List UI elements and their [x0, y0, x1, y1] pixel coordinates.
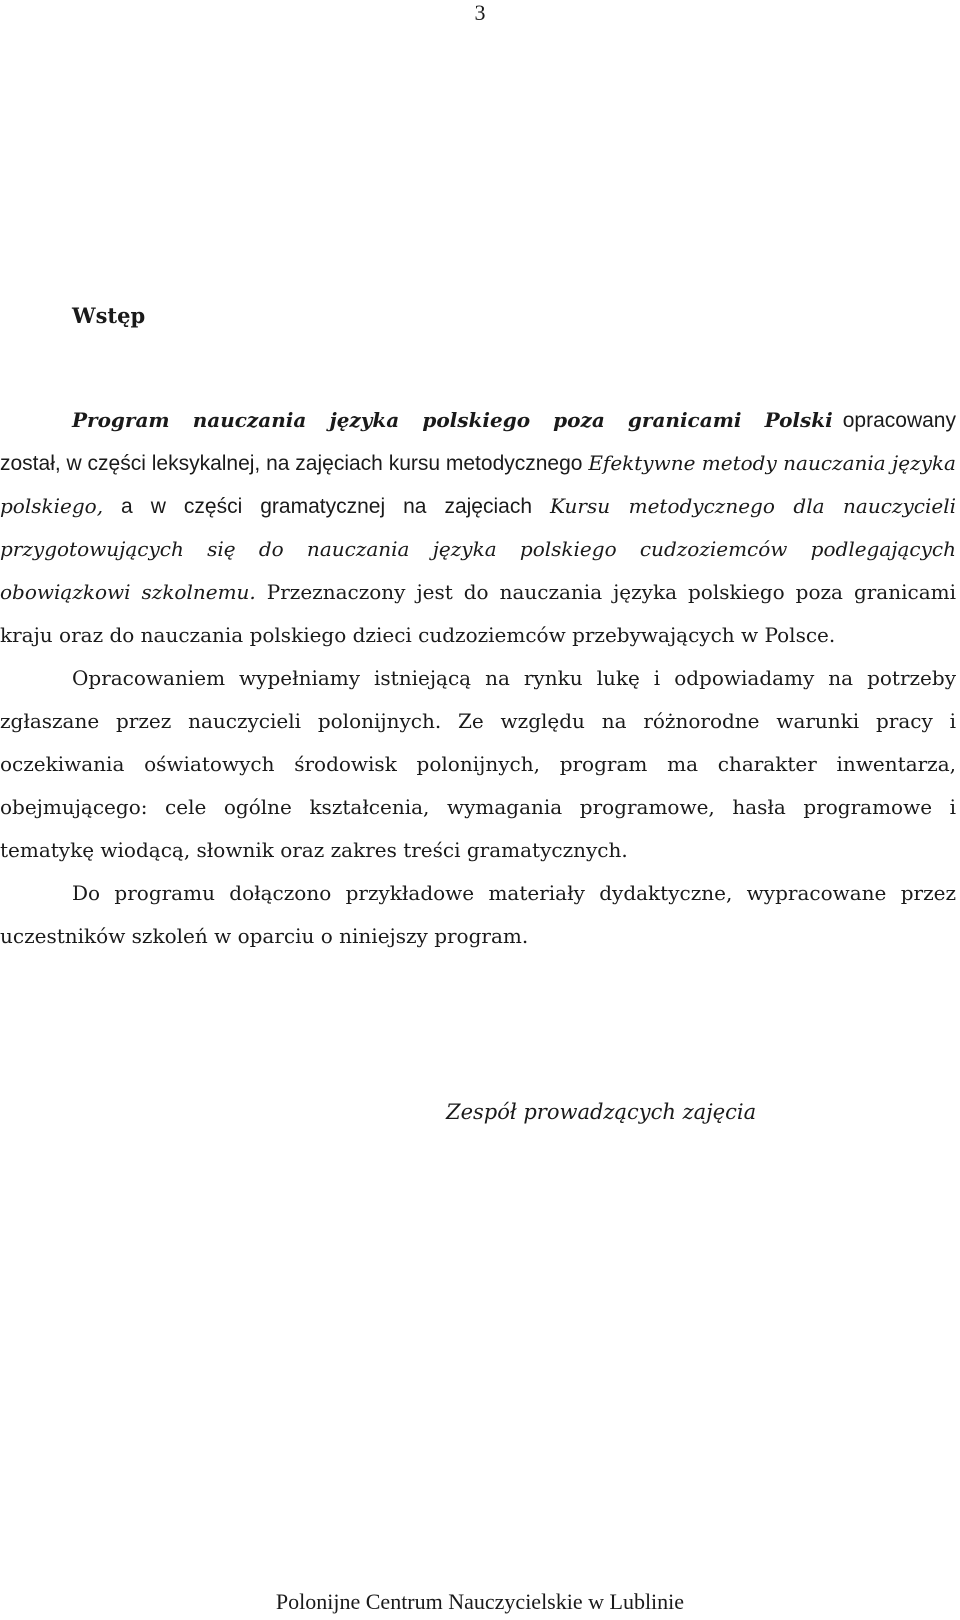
section-heading: Wstęp	[72, 303, 146, 328]
signature: Zespół prowadzących zajęcia	[446, 1100, 757, 1124]
intro-text-3: Przeznaczony jest do nauczania języka polskiego poza granicami kraju oraz do nauczania polskiego dzieci cudzoziemców przebywających w Polsce.	[0, 580, 956, 647]
page-number: 3	[474, 0, 486, 25]
course-name-1: Efektywne metody nauczania języka polskiego,	[0, 451, 956, 518]
intro-text-2: a w części gramatycznej na zajęciach	[103, 495, 550, 518]
intro-paragraph	[0, 399, 956, 657]
intro-text-1: opracowany został, w części leksykalnej, na zajęciach kursu metodycznego	[0, 409, 956, 475]
course-name-2: Kursu metodycznego dla nauczycieli przygotowujących się do nauczania języka polskiego cudzoziemców podlegających obowiązkowi szkolnemu.	[0, 494, 956, 604]
paragraph-2: Opracowaniem wypełniamy istniejącą na rynku lukę i odpowiadamy na potrzeby zgłaszane przez nauczycieli polonijnych. Ze względu na różnorodne warunki pracy i oczekiwania oświatowych środowisk polonijnych, program ma charakter inwentarza, obejmującego: cele ogólne kształcenia, wymagania programowe, hasła programowe i tematykę wiodącą, słownik oraz zakres treści gramatycznych.	[0, 666, 956, 862]
paragraph-3: Do programu dołączono przykładowe materiały dydaktyczne, wypracowane przez uczestników szkoleń w oparciu o niniejszy program.	[0, 881, 956, 948]
footer-institution: Polonijne Centrum Nauczycielskie w Lublinie	[275, 1589, 685, 1614]
body-text	[0, 399, 956, 958]
program-title: Program nauczania języka polskiego poza granicami Polski	[72, 408, 833, 432]
